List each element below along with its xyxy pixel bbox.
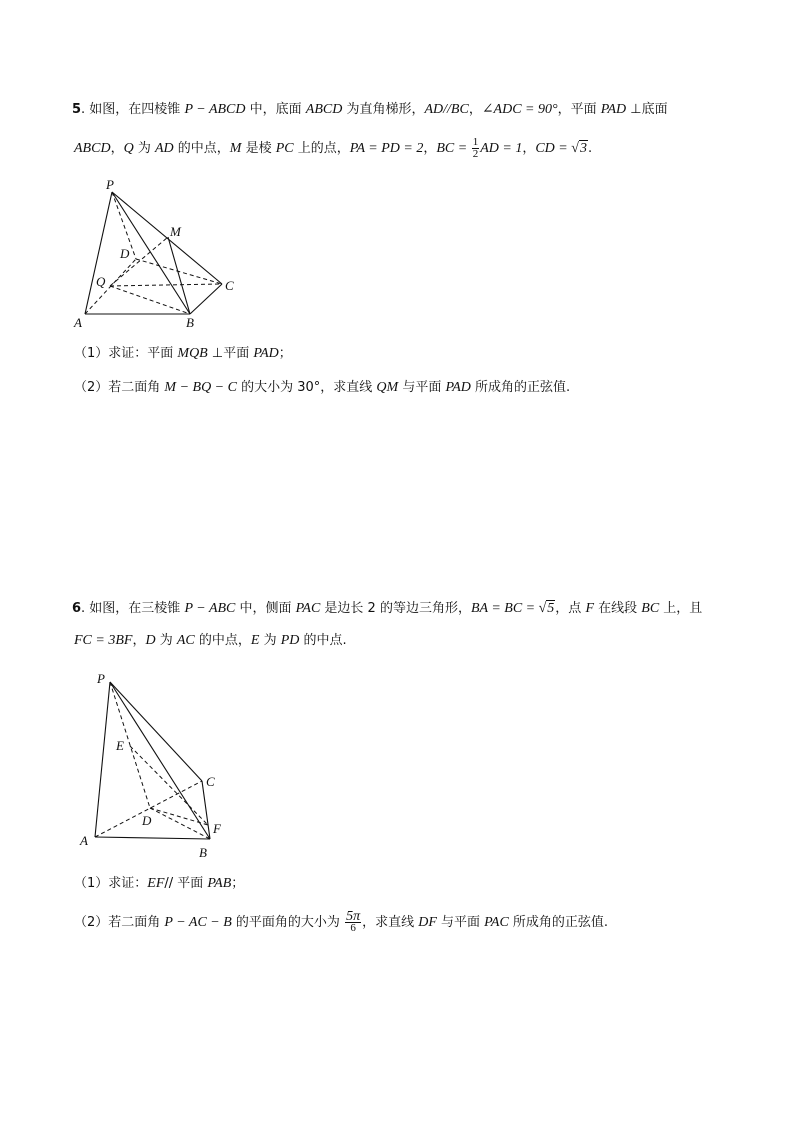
text: 上的点， <box>293 141 350 156</box>
dash-db <box>150 808 210 839</box>
math: ∠ADC = 90° <box>481 102 558 117</box>
math: P − AC − B <box>164 915 232 930</box>
text: 在线段 <box>594 601 642 616</box>
label-f: F <box>213 821 221 836</box>
text: 是棱 <box>241 141 276 156</box>
q6-part-2 <box>74 911 608 934</box>
text: . <box>587 141 593 156</box>
math: FC = 3BF <box>74 633 133 648</box>
math: PAD <box>253 346 279 361</box>
math: AD <box>154 141 174 156</box>
denominator: 2 <box>472 148 479 160</box>
math: PC <box>275 141 294 156</box>
text: 为直角梯形， <box>342 102 425 117</box>
q6-number: 6 <box>72 601 82 616</box>
edge-pc <box>110 682 202 781</box>
text: ⊥平面 <box>207 346 254 361</box>
math: PAD <box>445 380 471 395</box>
text: （2）若二面角 <box>74 915 165 930</box>
math: AD//BC <box>424 102 469 117</box>
math: PD <box>280 633 300 648</box>
math: M <box>229 141 242 156</box>
label-m: M <box>170 224 181 239</box>
text: 是边长 2 的等边三角形， <box>320 601 471 616</box>
math: D <box>145 633 156 648</box>
edge-pb <box>110 682 210 839</box>
edge-pa <box>95 682 110 837</box>
text: 所成角的正弦值. <box>508 915 609 930</box>
q5-number: 5 <box>72 102 82 117</box>
denominator: 6 <box>345 922 361 934</box>
q6-part-1 <box>74 874 244 894</box>
math: PAC <box>295 601 321 616</box>
math: ABCD <box>305 102 343 117</box>
text: 上，且 <box>659 601 703 616</box>
text: （1）求证：平面 <box>74 346 178 361</box>
text: ， <box>132 633 146 648</box>
math: P − ABCD <box>184 102 246 117</box>
math: PAD <box>600 102 627 117</box>
edge-bc <box>202 781 210 839</box>
text: （1）求证： <box>74 876 148 891</box>
math: PAB <box>207 876 232 891</box>
text: 为 <box>259 633 281 648</box>
text: ， <box>522 141 536 156</box>
math: CD = √ <box>535 141 579 156</box>
label-p: P <box>106 177 114 192</box>
math: EF <box>147 876 165 891</box>
numerator: 1 <box>472 136 479 148</box>
text: 的中点. <box>299 633 347 648</box>
label-d: D <box>120 246 130 261</box>
text: ⊥底面 <box>626 102 668 117</box>
edge-ab <box>95 837 210 839</box>
text: 中，底面 <box>245 102 306 117</box>
label-c: C <box>225 278 234 293</box>
numerator: 5π <box>346 909 361 924</box>
label-e: E <box>116 738 124 753</box>
fraction <box>345 911 361 934</box>
text: 与平面 <box>398 380 446 395</box>
math: E <box>250 633 260 648</box>
math: QM <box>376 380 399 395</box>
text: ， <box>110 141 124 156</box>
dash-ac <box>95 781 202 837</box>
text: . 如图，在四棱锥 <box>81 102 185 117</box>
math: Q <box>123 141 134 156</box>
text: 为 <box>133 141 155 156</box>
label-q: Q <box>96 274 106 289</box>
text: 的大小为 30°，求直线 <box>236 380 377 395</box>
math: PA = PD = 2 <box>349 141 424 156</box>
math: F <box>585 601 594 616</box>
text: . 如图，在三棱锥 <box>81 601 185 616</box>
label-a: A <box>74 315 82 330</box>
math: M − BQ − C <box>164 380 237 395</box>
text: 的中点， <box>173 141 230 156</box>
text: // 平面 <box>164 876 208 891</box>
math: BA = BC = √ <box>470 601 547 616</box>
math: BC <box>641 601 660 616</box>
math: PAC <box>484 915 509 930</box>
radicand: 5 <box>547 601 555 616</box>
text: ，求直线 <box>362 915 419 930</box>
text: （2）若二面角 <box>74 380 165 395</box>
text: 的中点， <box>194 633 251 648</box>
text: ，点 <box>555 601 586 616</box>
math: AC <box>176 633 195 648</box>
text: ； <box>231 876 245 891</box>
label-c: C <box>206 774 215 789</box>
label-b: B <box>186 315 194 330</box>
math: MQB <box>177 346 208 361</box>
text: ，平面 <box>557 102 601 117</box>
label-b: B <box>199 845 207 860</box>
math: ABCD <box>74 141 111 156</box>
text: ， <box>423 141 437 156</box>
text: ； <box>278 346 292 361</box>
text: ， <box>468 102 482 117</box>
label-d: D <box>142 813 152 828</box>
label-p: P <box>97 671 105 686</box>
math: BC = <box>436 141 471 156</box>
text: 的平面角的大小为 <box>231 915 345 930</box>
text: 中，侧面 <box>235 601 296 616</box>
text: 为 <box>155 633 177 648</box>
math: P − ABC <box>184 601 236 616</box>
math: AD = 1 <box>480 141 523 156</box>
text: 所成角的正弦值. <box>470 380 571 395</box>
text: 与平面 <box>436 915 485 930</box>
radicand: 3 <box>579 141 587 156</box>
label-a: A <box>80 833 88 848</box>
math: DF <box>418 915 437 930</box>
